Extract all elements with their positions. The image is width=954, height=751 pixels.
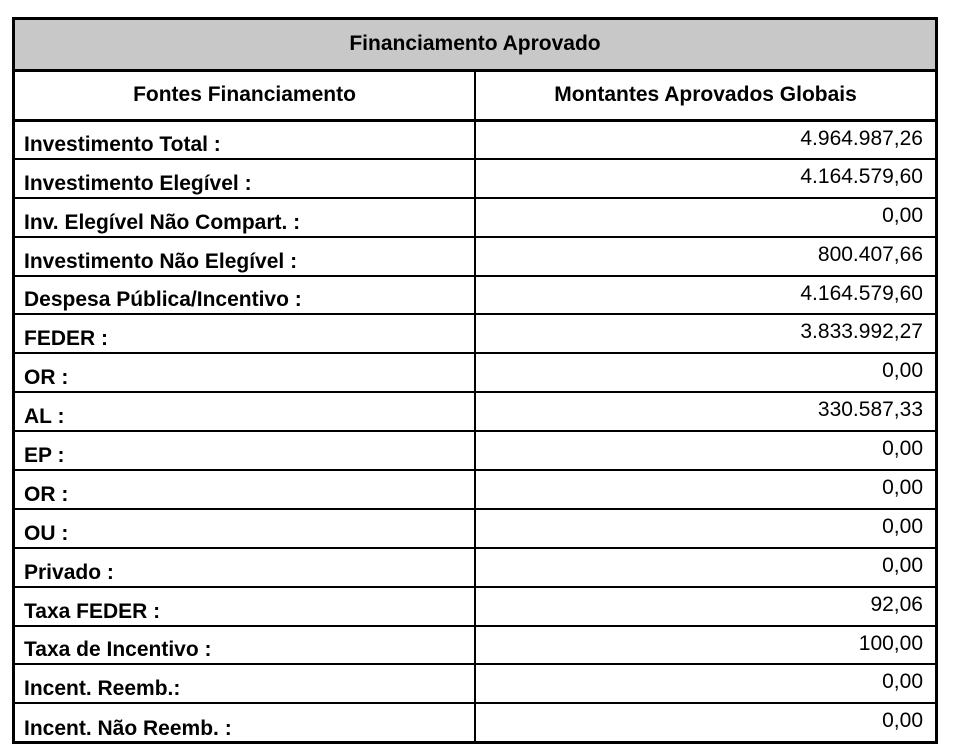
table-body	[15, 120, 935, 742]
row-value: 92,06	[475, 587, 935, 626]
row-label: Investimento Elegível :	[15, 159, 475, 198]
row-value: 330.587,33	[475, 392, 935, 431]
header-sources: Fontes Financiamento	[15, 70, 475, 120]
row-label: Taxa de Incentivo :	[15, 626, 475, 665]
table-row	[15, 392, 935, 431]
row-value: 0,00	[475, 664, 935, 703]
row-label: OU :	[15, 509, 475, 548]
header-amounts: Montantes Aprovados Globais	[475, 70, 935, 120]
row-label: Investimento Total :	[15, 120, 475, 159]
row-value: 800.407,66	[475, 237, 935, 276]
row-label: Incent. Não Reemb. :	[15, 703, 475, 742]
row-label: FEDER :	[15, 314, 475, 353]
row-value: 4.164.579,60	[475, 276, 935, 315]
row-label: Privado :	[15, 548, 475, 587]
financing-table-container	[12, 17, 938, 744]
row-value: 0,00	[475, 470, 935, 509]
row-value: 4.964.987,26	[475, 120, 935, 159]
row-value: 0,00	[475, 353, 935, 392]
table-row	[15, 548, 935, 587]
table-title: Financiamento Aprovado	[15, 20, 935, 70]
row-value: 0,00	[475, 431, 935, 470]
row-value: 0,00	[475, 548, 935, 587]
row-label: OR :	[15, 353, 475, 392]
row-value: 0,00	[882, 709, 923, 733]
row-label: Despesa Pública/Incentivo :	[15, 276, 475, 315]
table-row	[15, 587, 935, 626]
row-label: AL :	[15, 392, 475, 431]
table-row	[15, 237, 935, 276]
table-header-row	[15, 70, 935, 120]
table-row	[15, 159, 935, 198]
table-row	[15, 353, 935, 392]
table-title-row	[15, 20, 935, 70]
table-row	[15, 470, 935, 509]
table-row	[15, 120, 935, 159]
row-label: Investimento Não Elegível :	[15, 237, 475, 276]
row-label: EP :	[15, 431, 475, 470]
row-value: 0,00	[475, 198, 935, 237]
table-row	[15, 626, 935, 665]
table-row	[15, 509, 935, 548]
table-row	[15, 664, 935, 703]
row-value: 3.833.992,27	[475, 314, 935, 353]
row-value: 0,00	[475, 509, 935, 548]
row-label: OR :	[15, 470, 475, 509]
table-row	[15, 276, 935, 315]
row-label: Taxa FEDER :	[15, 587, 475, 626]
table-row	[15, 703, 935, 742]
financing-table	[15, 20, 935, 742]
table-row	[15, 314, 935, 353]
row-label: Incent. Reemb.:	[15, 664, 475, 703]
table-row	[15, 431, 935, 470]
row-value: 4.164.579,60	[475, 159, 935, 198]
row-value: 100,00	[475, 626, 935, 665]
row-label: Inv. Elegível Não Compart. :	[15, 198, 475, 237]
table-row	[15, 198, 935, 237]
